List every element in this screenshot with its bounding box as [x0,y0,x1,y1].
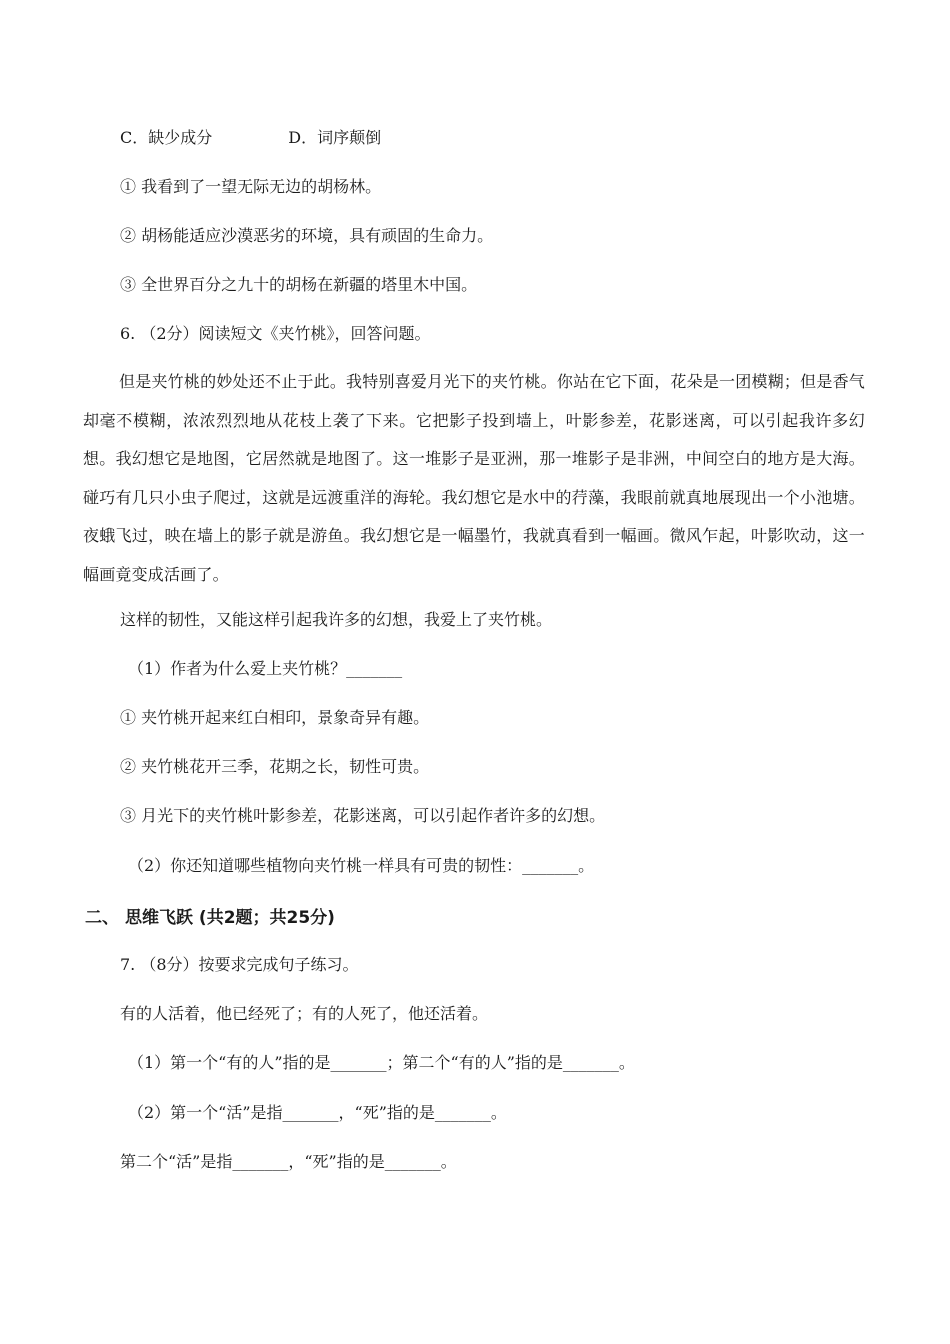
q7-sentence: 有的人活着，他已经死了；有的人死了，他还活着。 [120,1004,489,1023]
q6-answer-3: ③ 月光下的夹竹桃叶影参差，花影迷离，可以引起作者许多的幻想。 [120,806,606,825]
q6-passage [83,363,865,594]
q6-answer-1: ① 夹竹桃开起来红白相印，景象奇异有趣。 [120,708,430,727]
q5-sentence-3: ③ 全世界百分之九十的胡杨在新疆的塔里木中国。 [120,275,478,294]
section-number: 二、 [85,908,119,928]
section-title: 思维飞跃 (共2题；共25分) [125,908,335,928]
q7-sub-question-2: （2）第一个“活”是指_______，“死”指的是_______。 [128,1103,507,1122]
q6-header: 6. （2分）阅读短文《夹竹桃》，回答问题。 [120,324,431,343]
q6-passage-text: 但是夹竹桃的妙处还不止于此。我特别喜爱月光下的夹竹桃。你站在它下面，花朵是一团模糊；但是香气却毫不模糊，浓浓烈烈地从花枝上袭了下来。它把影子投到墙上，叶影参差，花影迷离，可以引起我许多幻想。我幻想它是地图，它居然就是地图了。这一堆影子是亚洲，那一堆影子是非洲，中间空白的地方是大海。碰巧有几只小虫子爬过，这就是远渡重洋的海轮。我幻想它是水中的荇藻，我眼前就真地展现出一个小池塘。夜蛾飞过，映在墙上的影子就是游鱼。我幻想它是一幅墨竹，我就真看到一幅画。微风乍起，叶影吹动，这一幅画竟变成活画了。 [83,372,865,584]
q7-sub-question-3: 第二个“活”是指_______，“死”指的是_______。 [120,1152,457,1171]
q7-header: 7. （8分）按要求完成句子练习。 [120,955,359,974]
option-d: D．词序颠倒 [288,128,382,147]
q7-sub-question-1: （1）第一个“有的人”指的是_______；第二个“有的人”指的是_______。 [128,1053,635,1072]
section-heading [85,903,335,928]
q6-answer-2: ② 夹竹桃花开三季，花期之长，韧性可贵。 [120,757,430,776]
q5-sentence-1: ① 我看到了一望无际无边的胡杨林。 [120,177,382,196]
q6-sub-question-1: （1）作者为什么爱上夹竹桃？_______ [128,659,403,678]
q5-sentence-2: ② 胡杨能适应沙漠恶劣的环境，具有顽固的生命力。 [120,226,494,245]
q5-options [120,128,381,148]
q6-passage-end: 这样的韧性，又能这样引起我许多的幻想，我爱上了夹竹桃。 [120,610,553,629]
option-c: C．缺少成分 [120,128,213,147]
q6-sub-question-2: （2）你还知道哪些植物向夹竹桃一样具有可贵的韧性：_______。 [128,856,595,875]
